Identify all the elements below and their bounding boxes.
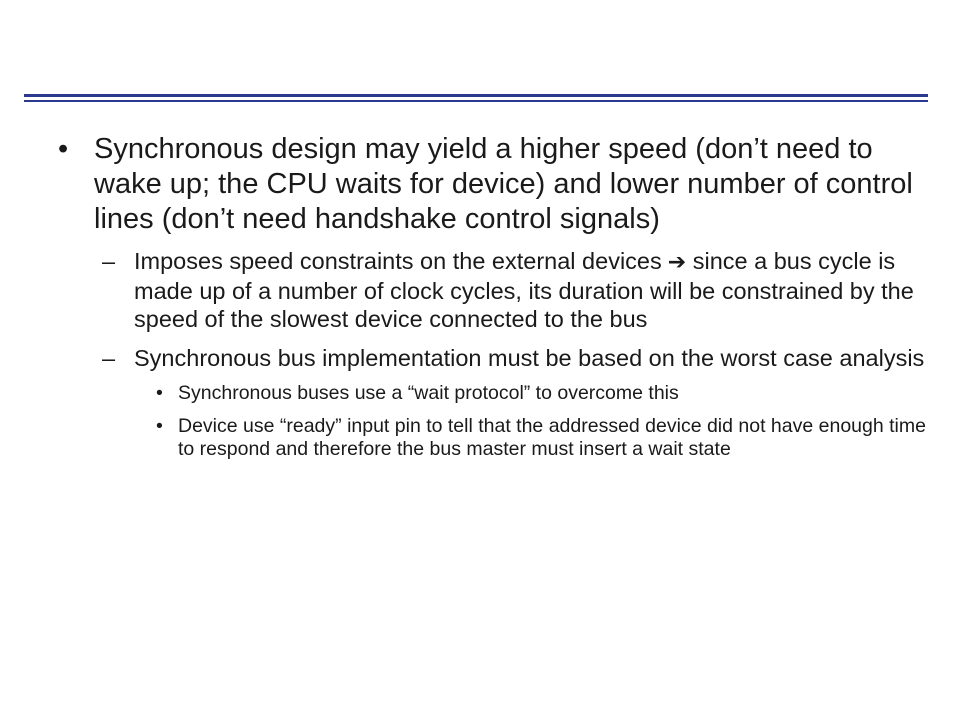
dot-marker: • (156, 415, 163, 437)
sub-bullet-text: Synchronous bus implementation must be based on the worst case analysis (134, 344, 925, 371)
bullet-synchronous-design (58, 132, 938, 237)
bullet-text: Synchronous design may yield a higher speed (don’t need to wake up; the CPU waits for device) and lower number of control lines (don’t need handshake control signals) (94, 133, 913, 235)
sub-bullet-text-part2: since a bus cycle is made up of a number of clock cycles, its duration will be constrained by the speed of the slowest device connected to the bus (134, 248, 914, 332)
dash-marker: – (102, 248, 116, 274)
dash-marker: – (102, 344, 116, 371)
subsub-bullet-text: Synchronous buses use a “wait protocol” to overcome this (178, 382, 679, 404)
header-rule-bottom (24, 100, 928, 102)
sub-bullet-worst-case (102, 344, 938, 373)
subsub-bullet-text: Device use “ready” input pin to tell that the addressed device did not have enough time to respond and therefore the bus master must insert a wait state (178, 415, 926, 460)
slide-body (58, 132, 938, 471)
right-arrow-icon: ➔ (667, 249, 687, 274)
header-rule-top (24, 94, 928, 97)
subsub-bullet-ready-pin (156, 415, 938, 461)
subsub-bullet-wait-protocol (156, 382, 938, 405)
sub-bullet-text-part1: Imposes speed constraints on the external devices (134, 248, 662, 274)
sub-bullet-speed-constraints (102, 247, 938, 334)
bullet-marker: • (58, 133, 69, 165)
dot-marker: • (156, 382, 163, 404)
